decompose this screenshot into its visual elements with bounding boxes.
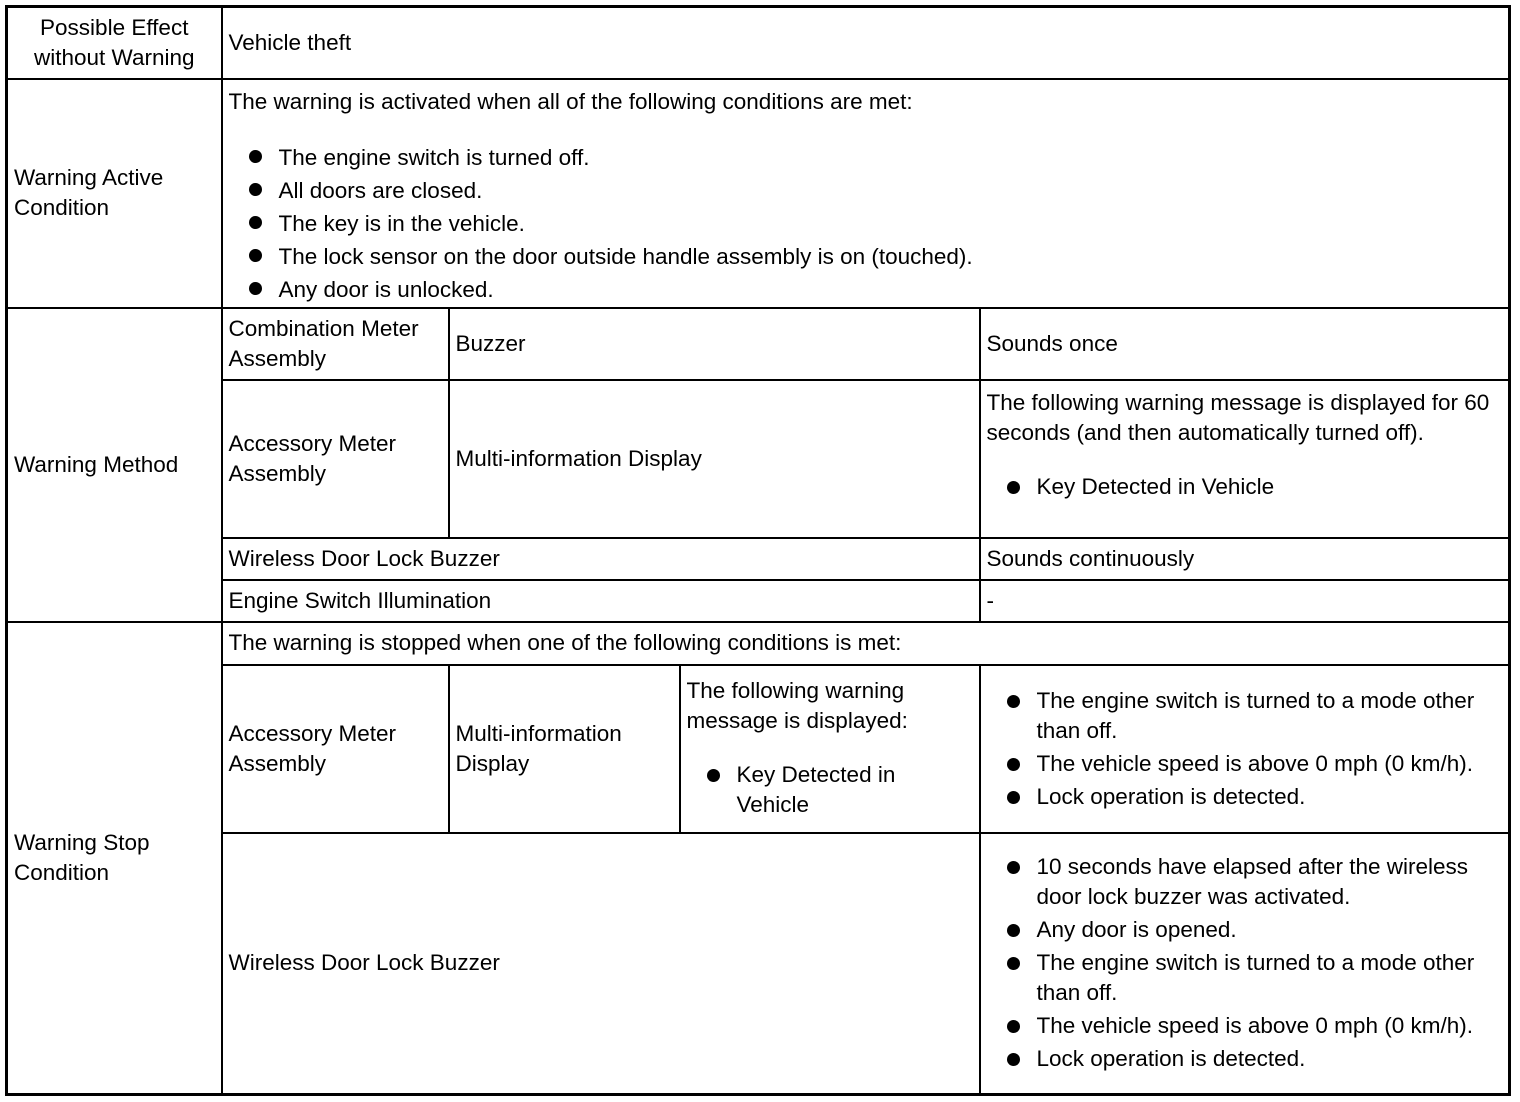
table-row	[7, 833, 1510, 1095]
method-device: Accessory Meter Assembly	[222, 380, 449, 538]
list-item: Any door is unlocked.	[229, 273, 1503, 306]
warning-method-label: Warning Method	[7, 308, 222, 622]
method-message-list	[987, 472, 1503, 502]
stop-message-list	[687, 760, 973, 820]
list-item: All doors are closed.	[229, 174, 1503, 207]
stop-buzzer-conditions-cell	[980, 833, 1510, 1095]
method-device: Wireless Door Lock Buzzer	[222, 538, 980, 580]
list-item: Lock operation is detected.	[987, 782, 1503, 812]
method-action: The following warning message is displayed for 60 seconds (and then automatically turned off).	[986, 389, 1490, 445]
stop-condition-label: Warning Stop Condition	[7, 622, 222, 1095]
table-row	[7, 308, 1510, 380]
method-action: Sounds continuously	[980, 538, 1510, 580]
list-item: The vehicle speed is above 0 mph (0 km/h).	[987, 1011, 1503, 1041]
method-device: Combination Meter Assembly	[222, 308, 449, 380]
method-component: Buzzer	[449, 308, 980, 380]
possible-effect-label: Possible Effect without Warning	[7, 7, 222, 79]
active-condition-list	[229, 141, 1503, 306]
stop-message-cell	[680, 665, 980, 833]
stop-meter-conditions-cell	[980, 665, 1510, 833]
table-row	[7, 665, 1510, 833]
table-row	[7, 580, 1510, 622]
stop-device: Accessory Meter Assembly	[222, 665, 449, 833]
list-item: The lock sensor on the door outside handle assembly is on (touched).	[229, 240, 1503, 273]
table-row	[7, 538, 1510, 580]
stop-meter-conditions	[987, 686, 1503, 812]
stop-condition-intro: The warning is stopped when one of the following conditions is met:	[222, 622, 1510, 665]
method-action: -	[980, 580, 1510, 622]
active-condition-label: Warning Active Condition	[7, 79, 222, 308]
list-item: Any door is opened.	[987, 915, 1503, 945]
list-item: The engine switch is turned to a mode other than off.	[987, 948, 1503, 1008]
stop-device: Wireless Door Lock Buzzer	[222, 833, 980, 1095]
list-item: The engine switch is turned to a mode other than off.	[987, 686, 1503, 746]
list-item: Lock operation is detected.	[987, 1044, 1503, 1074]
table-row	[7, 622, 1510, 665]
stop-buzzer-conditions	[987, 852, 1503, 1074]
method-action-cell	[980, 380, 1510, 538]
document	[5, 5, 1511, 1096]
active-condition-intro: The warning is activated when all of the following conditions are met:	[228, 88, 913, 114]
list-item: Key Detected in Vehicle	[687, 760, 973, 820]
method-component: Multi-information Display	[449, 380, 980, 538]
warning-spec-table	[5, 5, 1511, 1096]
method-action: Sounds once	[980, 308, 1510, 380]
table-row	[7, 380, 1510, 538]
list-item: The engine switch is turned off.	[229, 141, 1503, 174]
method-device: Engine Switch Illumination	[222, 580, 980, 622]
stop-component: Multi-information Display	[449, 665, 680, 833]
row-possible-effect	[7, 7, 1510, 79]
list-item: 10 seconds have elapsed after the wireless door lock buzzer was activated.	[987, 852, 1503, 912]
active-condition-content	[222, 79, 1510, 308]
possible-effect-value: Vehicle theft	[222, 7, 1510, 79]
list-item: The key is in the vehicle.	[229, 207, 1503, 240]
list-item: Key Detected in Vehicle	[987, 472, 1503, 502]
stop-message-intro: The following warning message is displayed:	[686, 677, 908, 733]
list-item: The vehicle speed is above 0 mph (0 km/h).	[987, 749, 1503, 779]
row-active-condition	[7, 79, 1510, 308]
